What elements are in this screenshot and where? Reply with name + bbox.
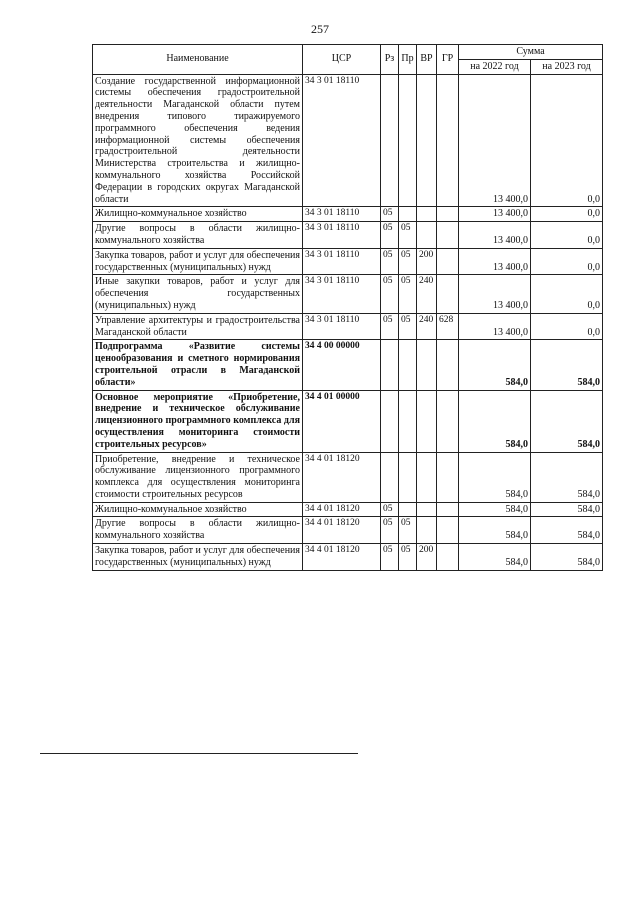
row-csr: 34 4 01 00000 [303, 390, 381, 452]
table-row [93, 502, 603, 517]
row-csr: 34 4 00 00000 [303, 340, 381, 390]
row-vr [417, 502, 437, 517]
row-sum-2023: 0,0 [531, 275, 603, 313]
row-sum-2023: 584,0 [531, 390, 603, 452]
row-rz: 05 [381, 222, 399, 249]
row-rz: 05 [381, 207, 399, 222]
row-gr [437, 390, 459, 452]
row-vr [417, 74, 437, 207]
row-name: Основное мероприятие «Приобретение, внедрение и техническое обслуживание лицензионного программного комплекса для осуществления мониторинга стоимости строительных ресурсов» [93, 390, 303, 452]
row-vr [417, 207, 437, 222]
row-sum-2022: 13 400,0 [459, 207, 531, 222]
row-gr [437, 207, 459, 222]
row-rz: 05 [381, 517, 399, 544]
row-gr: 628 [437, 313, 459, 340]
row-rz: 05 [381, 502, 399, 517]
row-pr [399, 340, 417, 390]
row-sum-2022: 584,0 [459, 452, 531, 502]
table-row [93, 390, 603, 452]
header-rz: Рз [381, 45, 399, 75]
row-sum-2023: 0,0 [531, 222, 603, 249]
row-vr [417, 452, 437, 502]
row-pr [399, 74, 417, 207]
row-name: Управление архитектуры и градостроительства Магаданской области [93, 313, 303, 340]
row-csr: 34 3 01 18110 [303, 222, 381, 249]
row-csr: 34 4 01 18120 [303, 517, 381, 544]
table-row [93, 275, 603, 313]
header-csr: ЦСР [303, 45, 381, 75]
row-name: Жилищно-коммунальное хозяйство [93, 502, 303, 517]
row-rz [381, 390, 399, 452]
budget-table [92, 44, 603, 571]
table-row [93, 452, 603, 502]
row-pr: 05 [399, 313, 417, 340]
row-vr: 200 [417, 248, 437, 275]
row-sum-2023: 0,0 [531, 74, 603, 207]
row-pr: 05 [399, 248, 417, 275]
row-sum-2022: 584,0 [459, 502, 531, 517]
row-csr: 34 3 01 18110 [303, 275, 381, 313]
row-sum-2023: 584,0 [531, 452, 603, 502]
header-sum: Сумма [459, 45, 603, 60]
row-sum-2023: 584,0 [531, 502, 603, 517]
row-name: Подпрограмма «Развитие системы ценообразования и сметного нормирования строительной отрасли в Магаданской области» [93, 340, 303, 390]
row-sum-2023: 0,0 [531, 313, 603, 340]
row-sum-2022: 13 400,0 [459, 313, 531, 340]
table-row [93, 313, 603, 340]
row-csr: 34 3 01 18110 [303, 313, 381, 340]
row-rz [381, 340, 399, 390]
table-row [93, 517, 603, 544]
table-body [93, 74, 603, 570]
row-name: Другие вопросы в области жилищно-коммунального хозяйства [93, 222, 303, 249]
table-row [93, 248, 603, 275]
header-vr: ВР [417, 45, 437, 75]
row-name: Другие вопросы в области жилищно-коммунального хозяйства [93, 517, 303, 544]
row-rz: 05 [381, 275, 399, 313]
row-gr [437, 502, 459, 517]
row-gr [437, 275, 459, 313]
row-rz: 05 [381, 248, 399, 275]
row-name: Иные закупки товаров, работ и услуг для обеспечения государственных (муниципальных) нужд [93, 275, 303, 313]
row-sum-2022: 584,0 [459, 340, 531, 390]
row-pr [399, 452, 417, 502]
row-sum-2022: 13 400,0 [459, 248, 531, 275]
row-pr [399, 502, 417, 517]
row-sum-2023: 0,0 [531, 207, 603, 222]
row-vr [417, 390, 437, 452]
table-header [93, 45, 603, 75]
row-name: Закупка товаров, работ и услуг для обеспечения государственных (муниципальных) нужд [93, 544, 303, 571]
row-gr [437, 340, 459, 390]
row-sum-2022: 584,0 [459, 517, 531, 544]
header-year-2023: на 2023 год [531, 59, 603, 74]
row-gr [437, 544, 459, 571]
row-pr: 05 [399, 222, 417, 249]
footer-divider [40, 753, 358, 754]
row-vr [417, 517, 437, 544]
row-vr: 200 [417, 544, 437, 571]
row-sum-2023: 584,0 [531, 517, 603, 544]
row-pr: 05 [399, 517, 417, 544]
row-csr: 34 4 01 18120 [303, 502, 381, 517]
row-sum-2022: 584,0 [459, 390, 531, 452]
row-sum-2023: 0,0 [531, 248, 603, 275]
row-rz [381, 74, 399, 207]
row-sum-2022: 13 400,0 [459, 74, 531, 207]
row-gr [437, 248, 459, 275]
row-gr [437, 517, 459, 544]
row-name: Создание государственной информационной системы обеспечения градостроительной деятельности Магаданской области путем внедрения типового тиражируемого программного обеспечения ведения информационной системы обеспечения градостроительной деятельности Министерства строительства и жилищно-коммунального хозяйства Российской Федерации в городских округах Магаданской области [93, 74, 303, 207]
header-pr: Пр [399, 45, 417, 75]
row-sum-2022: 584,0 [459, 544, 531, 571]
table-row [93, 74, 603, 207]
row-sum-2022: 13 400,0 [459, 275, 531, 313]
table-row [93, 222, 603, 249]
row-rz: 05 [381, 313, 399, 340]
header-name: Наименование [93, 45, 303, 75]
row-csr: 34 3 01 18110 [303, 74, 381, 207]
row-gr [437, 452, 459, 502]
header-year-2022: на 2022 год [459, 59, 531, 74]
row-name: Закупка товаров, работ и услуг для обеспечения государственных (муниципальных) нужд [93, 248, 303, 275]
row-vr: 240 [417, 313, 437, 340]
row-rz [381, 452, 399, 502]
row-pr [399, 207, 417, 222]
row-sum-2023: 584,0 [531, 544, 603, 571]
row-csr: 34 3 01 18110 [303, 248, 381, 275]
row-csr: 34 3 01 18110 [303, 207, 381, 222]
table-row [93, 544, 603, 571]
row-csr: 34 4 01 18120 [303, 544, 381, 571]
row-vr [417, 222, 437, 249]
row-name: Жилищно-коммунальное хозяйство [93, 207, 303, 222]
row-pr: 05 [399, 275, 417, 313]
row-csr: 34 4 01 18120 [303, 452, 381, 502]
page-number: 257 [311, 22, 329, 36]
row-sum-2023: 584,0 [531, 340, 603, 390]
row-rz: 05 [381, 544, 399, 571]
table-row [93, 340, 603, 390]
row-gr [437, 74, 459, 207]
row-vr: 240 [417, 275, 437, 313]
row-sum-2022: 13 400,0 [459, 222, 531, 249]
header-gr: ГР [437, 45, 459, 75]
row-pr: 05 [399, 544, 417, 571]
row-name: Приобретение, внедрение и техническое обслуживание лицензионного программного комплекса для осуществления мониторинга стоимости строительных ресурсов [93, 452, 303, 502]
table-row [93, 207, 603, 222]
row-vr [417, 340, 437, 390]
row-pr [399, 390, 417, 452]
row-gr [437, 222, 459, 249]
